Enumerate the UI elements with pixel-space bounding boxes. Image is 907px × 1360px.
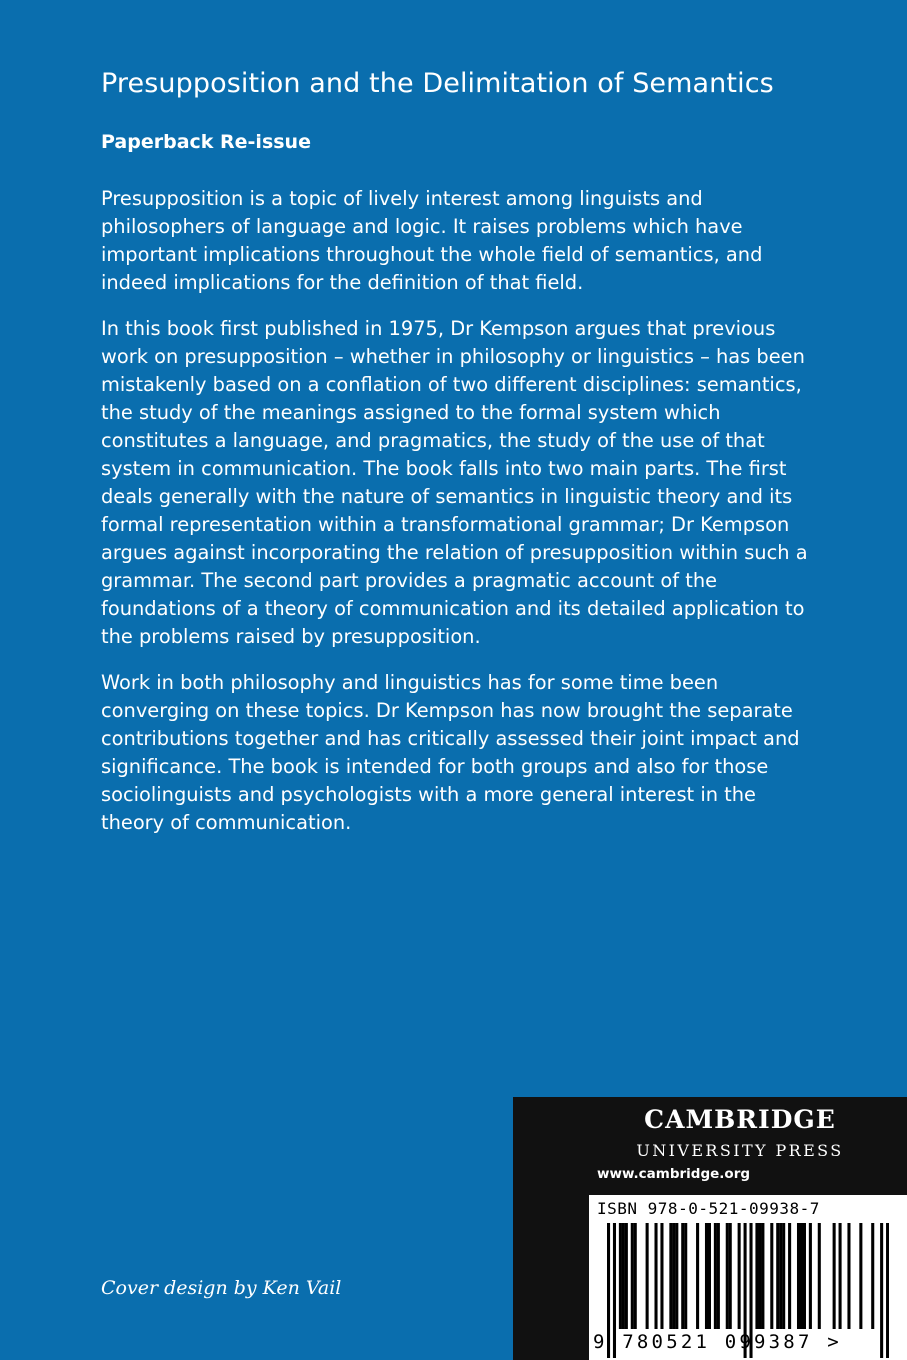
- barcode-bar: [660, 1223, 663, 1329]
- barcode-bar: [797, 1223, 800, 1329]
- barcode-bar: [788, 1223, 791, 1329]
- barcode-bar: [847, 1223, 850, 1329]
- barcode-bar: [631, 1223, 634, 1329]
- barcode-bar: [684, 1223, 687, 1329]
- barcode-bar: [726, 1223, 729, 1329]
- blurb: [101, 185, 821, 855]
- barcode-bar: [654, 1223, 657, 1329]
- blurb-paragraph: Work in both philosophy and linguistics has for some time been converging on these topics. Dr Kempson has now brought the separate contributions together and has critically assessed their joint impact and significance. The book is intended for both groups and also for those sociolinguists and psychologists with a more general interest in the theory of communication.: [101, 671, 800, 834]
- barcode-bar: [672, 1223, 675, 1329]
- barcode-bar: [859, 1223, 862, 1329]
- barcode-bar: [625, 1223, 628, 1329]
- barcode-bar: [770, 1223, 773, 1329]
- barcode-bar: [675, 1223, 678, 1329]
- barcode-bar: [758, 1223, 761, 1329]
- barcode-bar: [708, 1223, 711, 1329]
- barcode-bar: [681, 1223, 684, 1329]
- barcode-bar: [717, 1223, 720, 1329]
- barcode-bar: [619, 1223, 622, 1329]
- blurb-paragraph: In this book first published in 1975, Dr Kempson argues that previous work on presupposition – whether in philosophy or linguistics – has been mistakenly based on a conflation of two different disciplines: semantics, the study of the meanings assigned to the formal system which constitutes a language, and pragmatics, the study of the use of that system in communication. The book falls into two main parts. The first deals generally with the nature of semantics in linguistic theory and its formal representation within a transformational grammar; Dr Kempson argues against incorporating the relation of presupposition within such a grammar. The second part provides a pragmatic account of the foundations of a theory of communication and its detailed application to the problems raised by presupposition.: [101, 317, 808, 648]
- blurb-paragraph: Presupposition is a topic of lively interest among linguists and philosophers of language and logic. It raises problems which have important implications throughout the whole field of semantics, and indeed implications for the definition of that field.: [101, 187, 763, 294]
- publisher-name: CAMBRIDGE: [644, 1105, 836, 1134]
- barcode-bar: [803, 1223, 806, 1329]
- barcode-bar: [729, 1223, 732, 1329]
- barcode-digits: 9 780521 099387 >: [593, 1331, 842, 1353]
- barcode-bar: [800, 1223, 803, 1329]
- barcode-bar: [871, 1223, 874, 1329]
- isbn-label: ISBN 978-0-521-09938-7: [597, 1199, 820, 1218]
- barcode-bar: [818, 1223, 821, 1329]
- barcode-bar: [622, 1223, 625, 1329]
- barcode-bar: [776, 1223, 779, 1329]
- barcode-bar: [738, 1223, 741, 1329]
- barcode-bar: [696, 1223, 699, 1329]
- barcode-bar: [705, 1223, 708, 1329]
- barcode-bar: [669, 1223, 672, 1329]
- cover-design-credit: Cover design by Ken Vail: [101, 1277, 342, 1299]
- book-title: Presupposition and the Delimitation of Semantics: [101, 68, 774, 99]
- barcode-bar: [755, 1223, 758, 1329]
- barcode-panel: [589, 1195, 907, 1360]
- barcode-bar: [761, 1223, 764, 1329]
- barcode-bar: [839, 1223, 842, 1329]
- barcode-bar: [714, 1223, 717, 1329]
- publisher-box: [513, 1097, 907, 1360]
- publisher-subname: UNIVERSITY PRESS: [636, 1141, 844, 1160]
- publisher-url: www.cambridge.org: [597, 1166, 751, 1182]
- barcode-bar: [646, 1223, 649, 1329]
- barcode-bar: [634, 1223, 637, 1329]
- barcode-bar: [779, 1223, 782, 1329]
- edition-label: Paperback Re-issue: [101, 131, 311, 153]
- barcode-bar: [809, 1223, 812, 1329]
- barcode-bar: [782, 1223, 785, 1329]
- barcode-bar: [833, 1223, 836, 1329]
